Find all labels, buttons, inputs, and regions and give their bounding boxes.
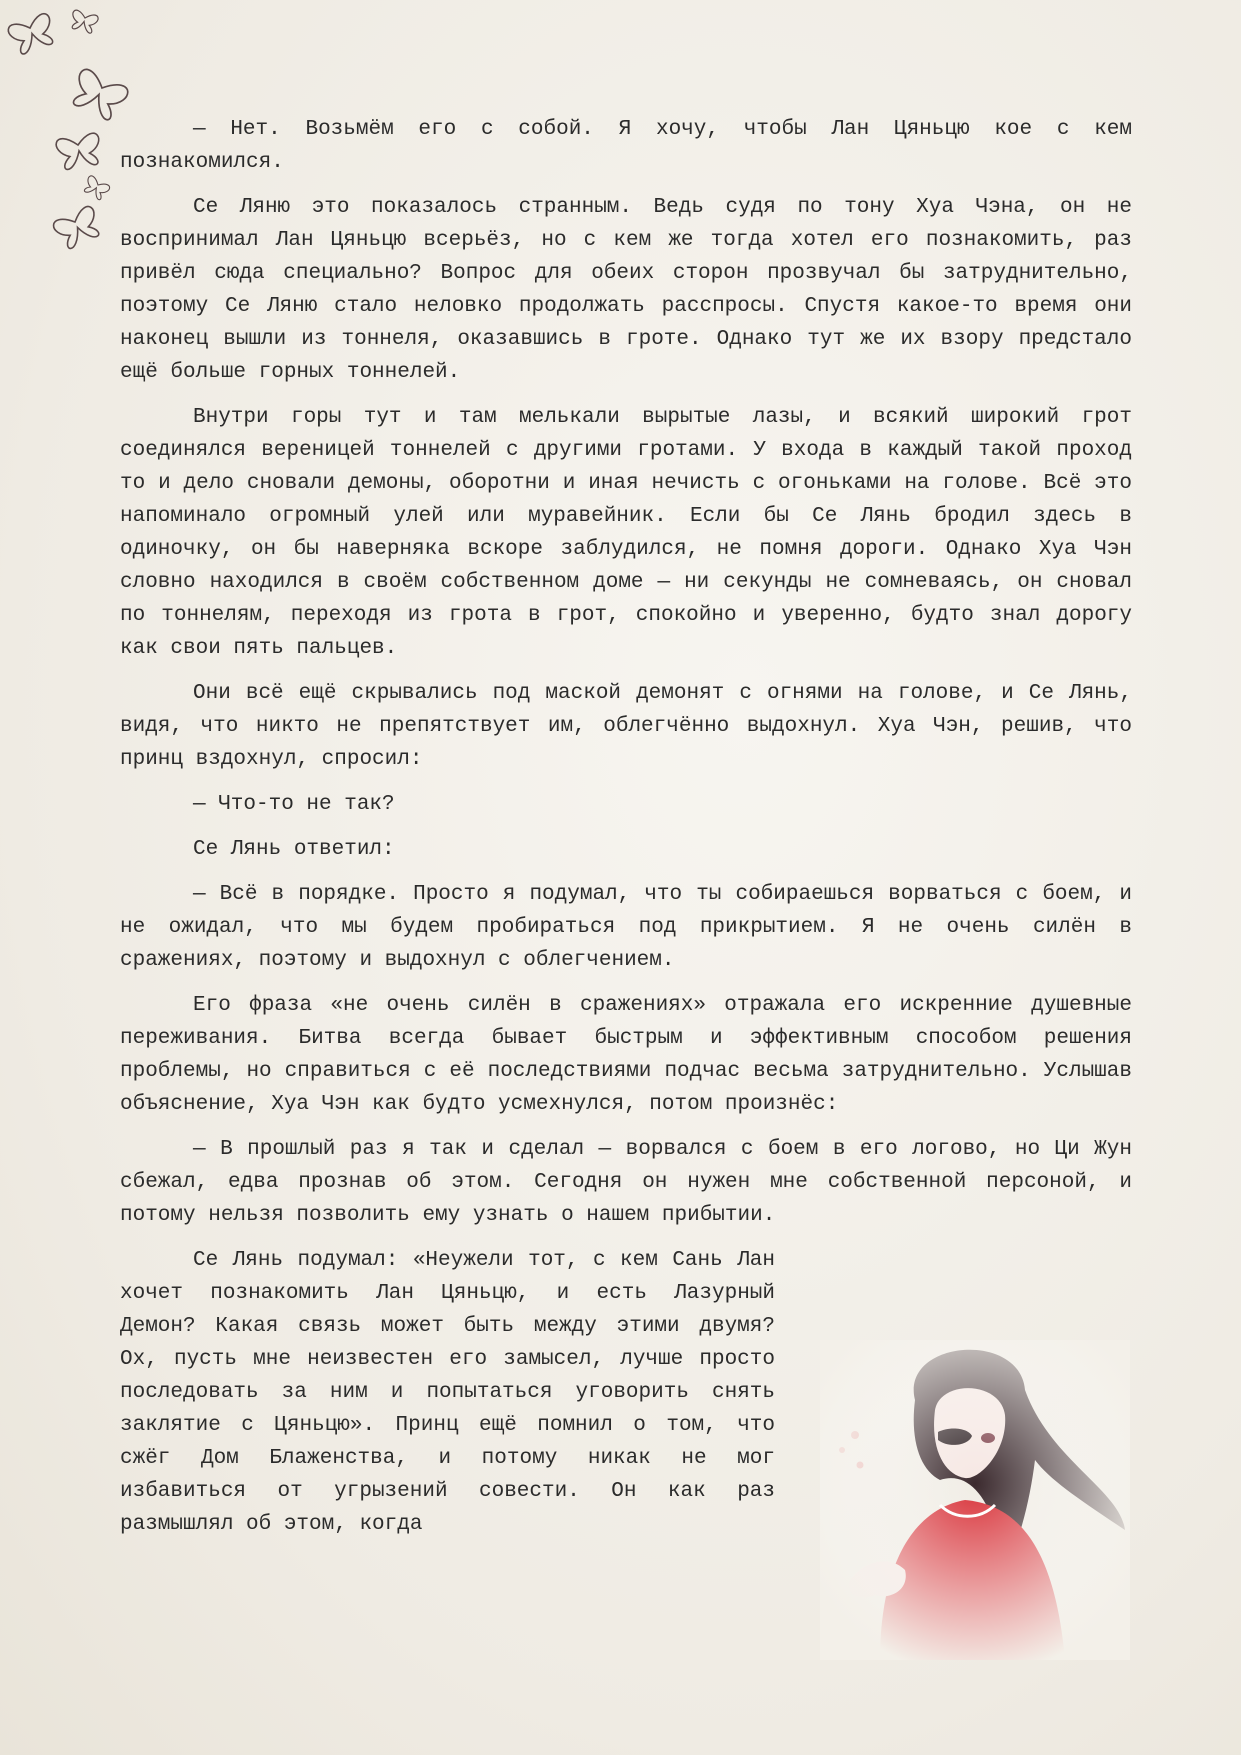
- butterfly-icon: [82, 175, 111, 202]
- butterfly-icon: [7, 12, 58, 56]
- paragraph: Внутри горы тут и там мелькали вырытые лазы, и всякий широкий грот соединялся вереницей тоннелей с другими гротами. У входа в каждый такой проход то и дело сновали демоны, оборотни и иная нечисть с огоньками на голове. Всё это напоминало огромный улей или муравейник. Если бы Се Лянь бродил здесь в одиночку, он бы наверняка вскоре заблудился, не помня дороги. Однако Хуа Чэн словно находился в своём собственном доме — ни секунды не сомневаясь, он сновал по тоннелям, переходя из грота в грот, спокойно и уверенно, будто знал дорогу как свои пять пальцев.: [120, 406, 1132, 660]
- paragraph: — Всё в порядке. Просто я подумал, что ты собираешься ворваться с боем, и не ожидал, что мы будем пробираться под прикрытием. Я не очень силён в сражениях, поэтому и выдохнул с облегчением.: [120, 883, 1132, 972]
- chapter-text: [120, 113, 1132, 1553]
- paragraph: Се Ляню это показалось странным. Ведь судя по тону Хуа Чэна, он не воспринимал Лан Цяньцю всерьёз, но с кем же тогда хотел его познакомить, раз привёл сюда специально? Вопрос для обеих сторон прозвучал бы затруднительно, поэтому Се Ляню стало неловко продолжать расспросы. Спустя какое-то время они наконец вышли из тоннеля, оказавшись в гроте. Однако тут же их взору предстало ещё больше горных тоннелей.: [120, 196, 1132, 384]
- paragraph: — Нет. Возьмём его с собой. Я хочу, чтобы Лан Цяньцю кое с кем познакомился.: [120, 118, 1132, 174]
- butterfly-icon: [69, 9, 99, 34]
- butterfly-icon: [52, 205, 104, 252]
- paragraph: Они всё ещё скрывались под маской демонят с огнями на голове, и Се Лянь, видя, что никто не препятствует им, облегчённо выдохнул. Хуа Чэн, решив, что принц вздохнул, спросил:: [120, 682, 1132, 771]
- paragraph: Его фраза «не очень силён в сражениях» отражала его искренние душевные переживания. Битва всегда бывает быстрым и эффективным способом решения проблемы, но справиться с её последствиями подчас весьма затруднительно. Услышав объяснение, Хуа Чэн как будто усмехнулся, потом произнёс:: [120, 994, 1132, 1116]
- butterfly-icon: [55, 132, 103, 170]
- paragraph: — Что-то не так?: [193, 793, 395, 816]
- character-illustration: [820, 1340, 1130, 1660]
- paragraph: Се Лянь подумал: «Неужели тот, с кем Сань Лан хочет познакомить Лан Цяньцю, и есть Лазурный Демон? Какая связь может быть между этими двумя? Ох, пусть мне неизвестен его замысел, лучше просто последовать за ним и попытаться уговорить снять заклятие с Цяньцю». Принц ещё помнил о том, что сжёг Дом Блаженства, и потому никак не мог избавиться от угрызений совести. Он как раз размышлял об этом, когда: [120, 1249, 775, 1536]
- paragraph: Се Лянь ответил:: [193, 838, 395, 861]
- paragraph: — В прошлый раз я так и сделал — ворвался с боем в его логово, но Ци Жун сбежал, едва прознав об этом. Сегодня он нужен мне собственной персоной, и потому нельзя позволить ему узнать о нашем прибытии.: [120, 1138, 1132, 1227]
